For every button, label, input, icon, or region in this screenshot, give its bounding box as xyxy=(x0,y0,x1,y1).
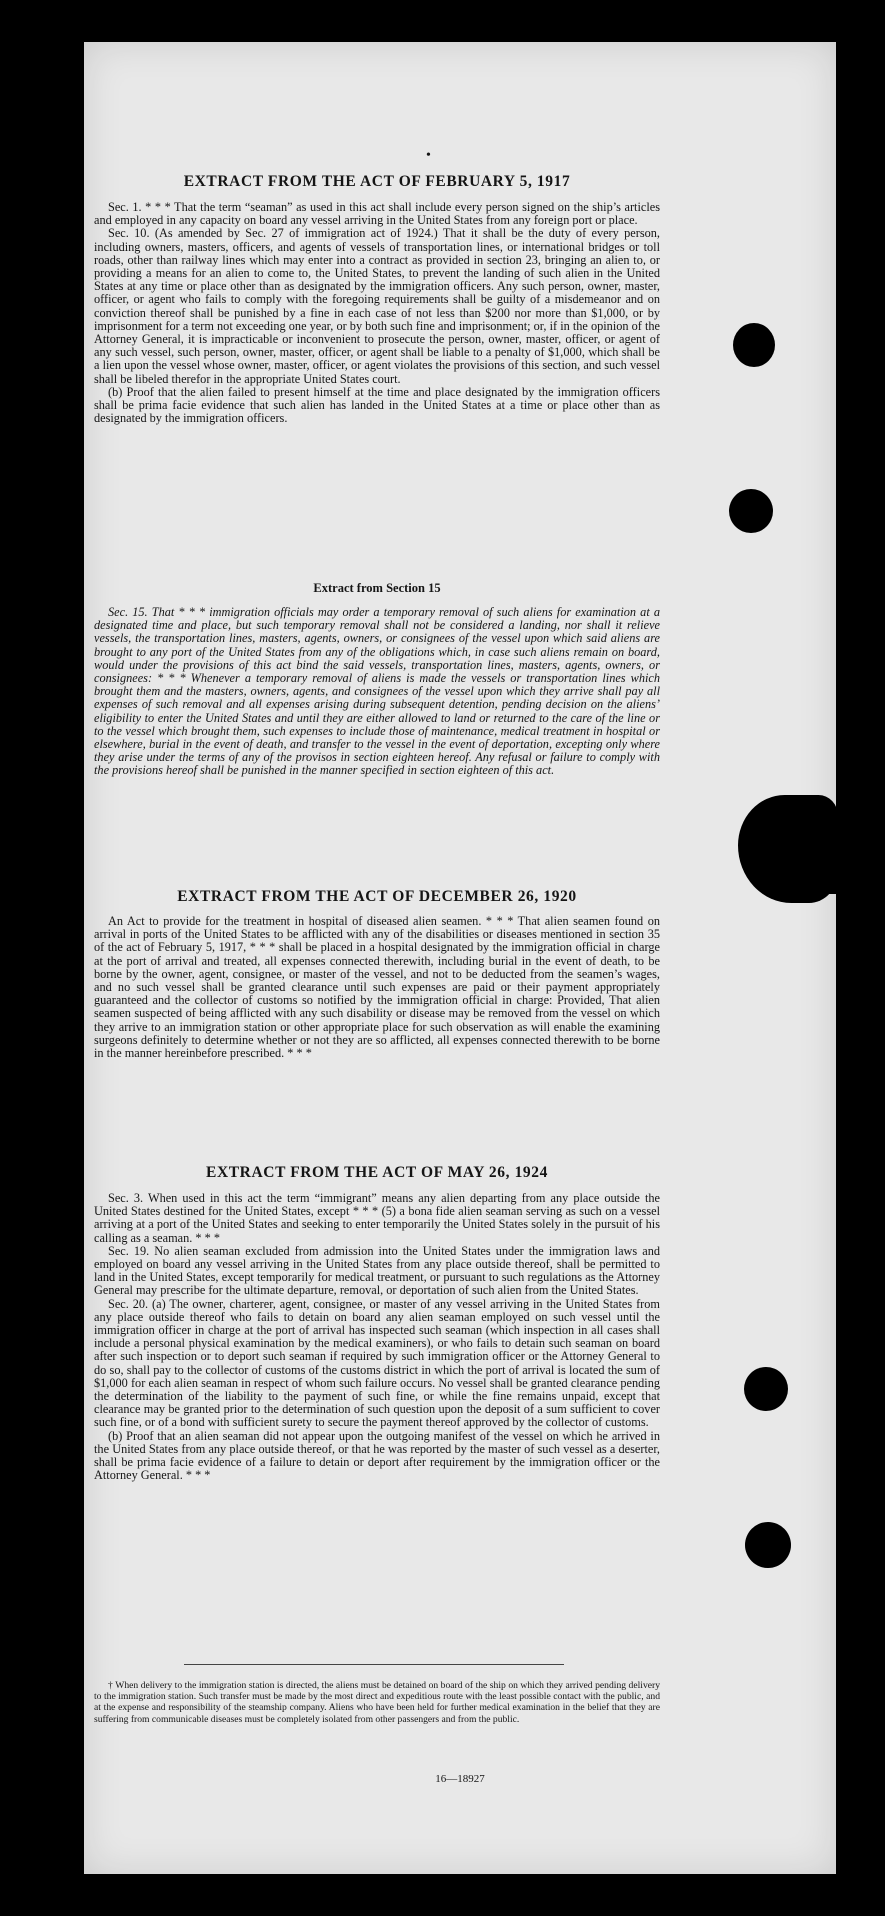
punch-hole xyxy=(729,489,773,533)
sec-10-paragraph: Sec. 10. (As amended by Sec. 27 of immigration act of 1924.) That it shall be the duty of every person, including owners, masters, officers, and agents of vessels of transportation lines, or international bridges or toll roads, other than railway lines which may enter into a contract as provided in section 23, bringing an alien to, or providing a means for an alien to come to, the United States, to prevent the landing of such alien in the United States at any time or place other than as designated by the immigration officers. Any such person, owner, master, officer, or agent who fails to comply with the foregoing requirements shall be guilty of a misdemeanor and on conviction thereof shall be punished by a fine in each case of not less than $200 nor more than $1,000, or by imprisonment for a term not exceeding one year, or by both such fine and imprisonment; or, if in the opinion of the Attorney General, it is impracticable or inconvenient to prosecute the person, owner, master, officer, or agent of any such vessel, such person, owner, master, officer, or agent shall be liable to a penalty of $1,000, which shall be a lien upon the vessel whose owner, master, officer, or agent violates the provisions of this section, and such vessel shall be libeled therefor in the appropriate United States court. xyxy=(94,226,660,386)
sec-10b-paragraph: (b) Proof that the alien failed to present himself at the time and place designated by the immigration officers shall be prima facie evidence that such alien has landed in the United States at a time or place other than as designated by the immigration officers. xyxy=(94,384,660,426)
footnote-divider xyxy=(184,1664,564,1665)
sec-19-paragraph: Sec. 19. No alien seaman excluded from admission into the United States under the immigration laws and employed on board any vessel arriving in the United States from any place outside thereof, shall be permitted to land in the United States, except temporarily for medical treatment, or pursuant to such regulations as the Attorney General may prescribe for the ultimate departure, removal, or deportation of such alien from the United States. xyxy=(94,1243,660,1298)
heading-feb-1917: EXTRACT FROM THE ACT OF FEBRUARY 5, 1917 xyxy=(183,173,571,190)
punch-hole xyxy=(745,1522,791,1568)
punch-hole xyxy=(733,323,775,367)
sec-1-paragraph: Sec. 1. * * * That the term “seaman” as used in this act shall include every person signed on the ship’s articles and employed in any capacity on board any vessel arriving in the United States from any foreign port or place. xyxy=(94,200,660,228)
footnote-block xyxy=(94,1680,660,1725)
heading-section-15: Extract from Section 15 xyxy=(313,581,441,595)
section-dec-1920 xyxy=(94,887,660,1060)
page-mark: • xyxy=(426,148,431,163)
form-number: 16—18927 xyxy=(435,1773,485,1785)
act-1920-paragraph: An Act to provide for the treatment in hospital of diseased alien seamen. * * * That alien seamen found on arrival in ports of the United States to be afflicted with any of the disabilities or diseases mentioned in section 35 of the act of February 5, 1917, * * * shall be placed in a hospital designated by the immigration official in charge at the port of arrival and treated, all expenses connected therewith, including burial in the event of death, to be borne by the owner, agent, consignee, or master of the vessel, and not to be deducted from the seamen’s wages, and no such vessel shall be granted clearance until such expenses are paid or their payment appropriately guaranteed and the collector of customs so notified by the immigration official in charge: Provided, That alien seamen suspected of being afflicted with any such disability or disease may be removed from the vessel on which they arrive to an immigration station or other appropriate place for such observation as will enable the examining surgeons definitely to determine whether or not they are so afflicted, all expenses connected therewith to be borne in the manner hereinbefore prescribed. * * * xyxy=(94,914,660,1061)
section-15-extract xyxy=(94,580,660,778)
footnote-text: † When delivery to the immigration station is directed, the aliens must be detained on board of the ship on which they arrived pending delivery to the immigration station. Such transfer must be made by the most direct and expeditious route with the least possible contact with the public, and at the expense and responsibility of the steamship company. Aliens who have been held for further medical examination in the belief that they are suffering from communicable diseases must be completely isolated from other passengers and from the public. xyxy=(94,1680,660,1725)
section-feb-1917 xyxy=(94,172,660,425)
punch-hole xyxy=(744,1367,788,1411)
sec-20b-paragraph: (b) Proof that an alien seaman did not appear upon the outgoing manifest of the vessel on which he arrived in the United States from any place outside thereof, or that he was reported by the master of such vessel as a deserter, shall be prima facie evidence of a failure to detain or deport after requirement by the immigration officer or the Attorney General. * * * xyxy=(94,1428,660,1483)
sec-3-paragraph: Sec. 3. When used in this act the term “immigrant” means any alien departing from any place outside the United States destined for the United States, except * * * (5) a bona fide alien seaman serving as such on a vessel arriving at a port of the United States and seeking to enter temporarily the United States solely in the pursuit of his calling as a seaman. * * * xyxy=(94,1191,660,1245)
sec-15-paragraph: Sec. 15. That * * * immigration officials may order a temporary removal of such aliens for examination at a designated time and place, but such temporary removal shall not be considered a landing, nor shall it relieve vessels, the transportation lines, masters, agents, owners, or consignees of the vessel upon which said aliens are brought to any port of the United States from any of the obligations which, in case such aliens remain on board, would under the provisions of this act bind the said vessels, transportation lines, masters, agents, owners, or consignees: * * * Whenever a temporary removal of aliens is made the vessels or transportation lines which brought them and the masters, owners, agents, and consignees of the vessel upon which they arrive shall pay all expenses of such removal and all expenses arising during subsequent detention, pending decision on the aliens’ eligibility to enter the United States and until they are either allowed to land or returned to the care of the line or to the vessel which brought them, such expenses to include those of maintenance, medical treatment in hospital or elsewhere, burial in the event of death, and transfer to the vessel in the event of deportation, excepting only where they arise under the terms of any of the provisos in section eighteen hereof. Any refusal or failure to comply with the provisions hereof shall be punished in the manner specified in section eighteen of this act. xyxy=(94,605,660,778)
heading-dec-1920: EXTRACT FROM THE ACT OF DECEMBER 26, 1920 xyxy=(177,888,577,905)
section-may-1924 xyxy=(94,1163,660,1482)
sec-20a-paragraph: Sec. 20. (a) The owner, charterer, agent, consignee, or master of any vessel arriving in the United States from any place outside thereof who fails to detain on board any alien seaman employed on such vessel until the immigration officer in charge at the port of arrival has inspected such seaman (which inspection in all cases shall include a personal physical examination by the medical examiners), or who fails to detain such seaman on board after such inspection or to deport such seaman if required by such immigration officer or the Attorney General to do so, shall pay to the collector of customs of the customs district in which the port of arrival is located the sum of $1,000 for each alien seaman in respect of whom such failure occurs. No vessel shall be granted clearance pending the determination of the liability to the payment of such fine, or while the fine remains unpaid, except that clearance may be granted prior to the determination of such question upon the deposit of a sum sufficient to cover such fine, or of a bond with sufficient surety to secure the payment thereof approved by the collector of customs. xyxy=(94,1296,660,1430)
heading-may-1924: EXTRACT FROM THE ACT OF MAY 26, 1924 xyxy=(206,1164,548,1181)
